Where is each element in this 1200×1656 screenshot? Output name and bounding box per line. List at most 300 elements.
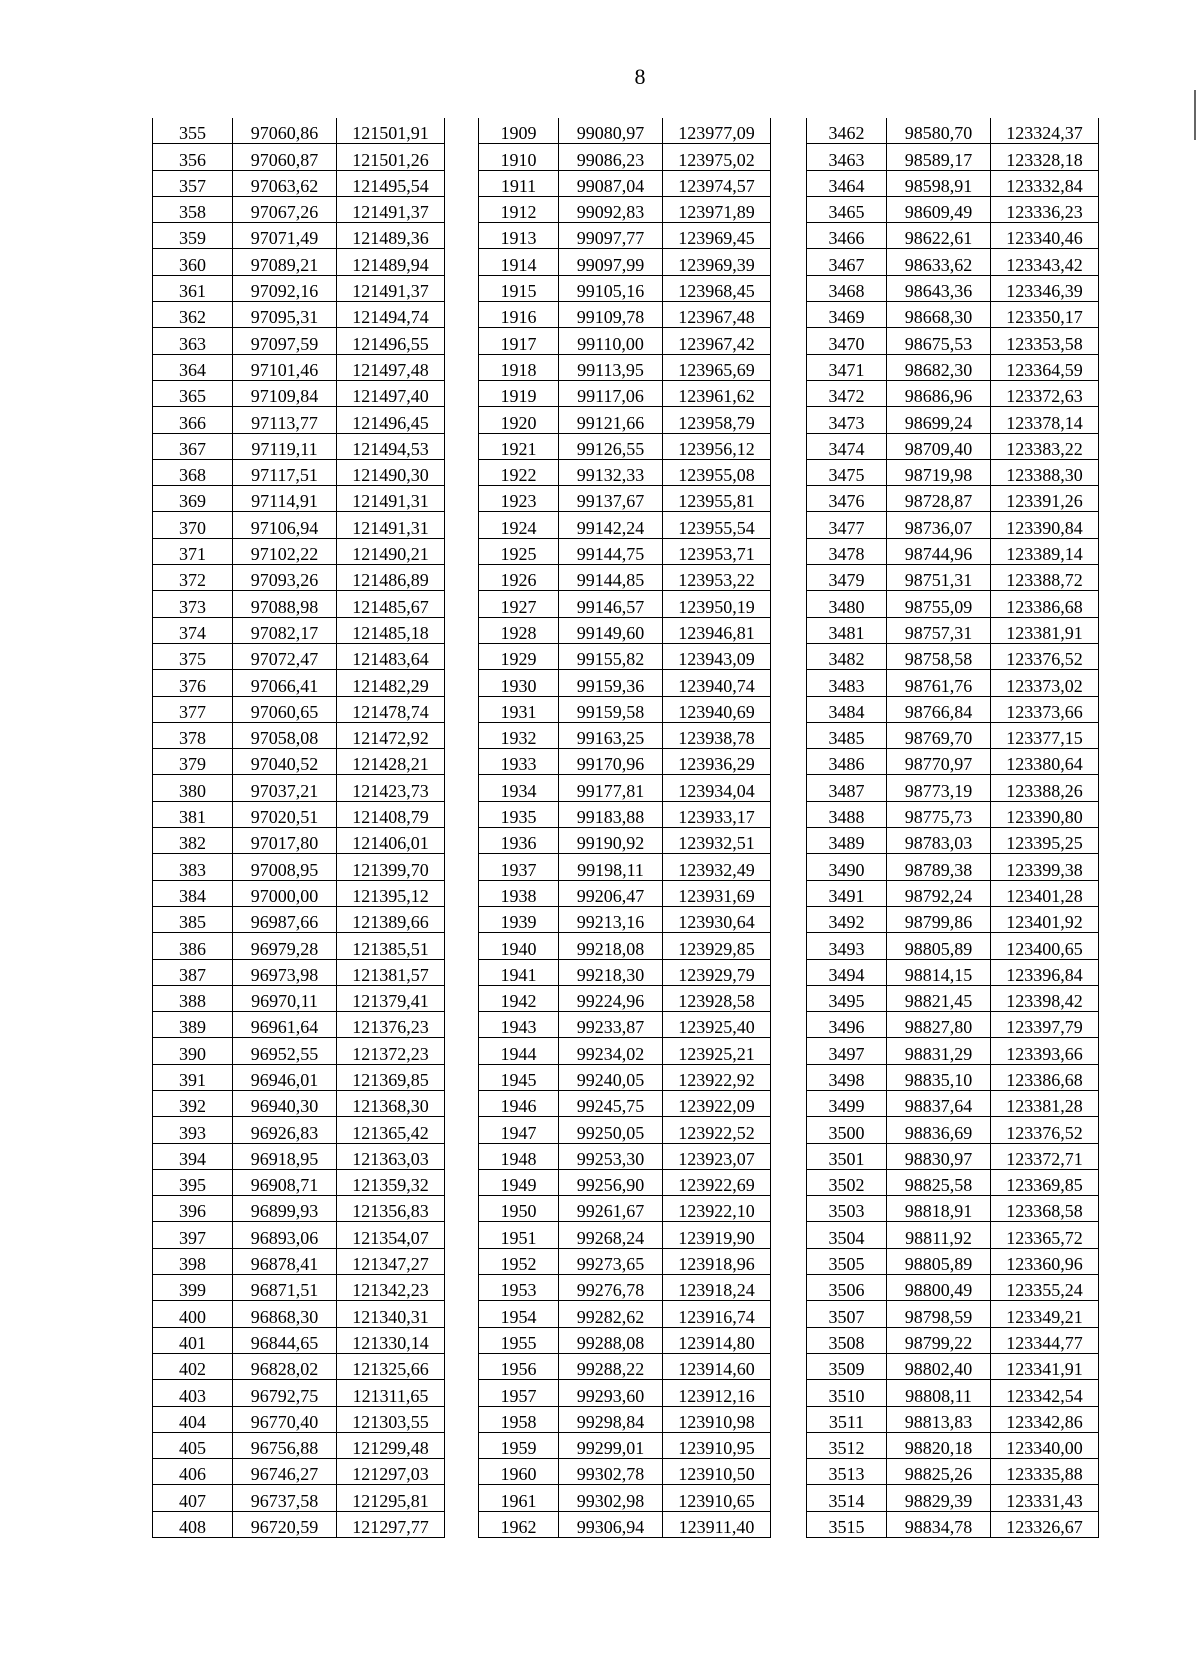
- x-coordinate-cell: 98751,31: [887, 565, 991, 591]
- point-number-cell: 1924: [479, 512, 559, 538]
- point-number-cell: 402: [153, 1353, 233, 1379]
- table-row: [153, 1485, 445, 1511]
- y-coordinate-cell: 121428,21: [337, 749, 445, 775]
- point-number-cell: 1950: [479, 1196, 559, 1222]
- x-coordinate-cell: 99240,05: [559, 1064, 663, 1090]
- y-coordinate-cell: 123928,58: [663, 985, 771, 1011]
- point-number-cell: 363: [153, 328, 233, 354]
- y-coordinate-cell: 121385,51: [337, 933, 445, 959]
- point-number-cell: 1931: [479, 696, 559, 722]
- point-number-cell: 3473: [807, 407, 887, 433]
- table-row: [153, 1406, 445, 1432]
- table-row: [479, 828, 771, 854]
- x-coordinate-cell: 97067,26: [233, 196, 337, 222]
- point-number-cell: 408: [153, 1511, 233, 1537]
- point-number-cell: 3513: [807, 1459, 887, 1485]
- y-coordinate-cell: 123918,96: [663, 1248, 771, 1274]
- point-number-cell: 364: [153, 354, 233, 380]
- x-coordinate-cell: 99132,33: [559, 459, 663, 485]
- point-number-cell: 391: [153, 1064, 233, 1090]
- x-coordinate-cell: 98811,92: [887, 1222, 991, 1248]
- table-row: [479, 1038, 771, 1064]
- point-number-cell: 3466: [807, 223, 887, 249]
- table-row: [807, 486, 1099, 512]
- point-number-cell: 3484: [807, 696, 887, 722]
- table-row: [807, 1432, 1099, 1458]
- table-row: [479, 1511, 771, 1537]
- y-coordinate-cell: 123386,68: [991, 1064, 1099, 1090]
- point-number-cell: 1953: [479, 1275, 559, 1301]
- x-coordinate-cell: 99183,88: [559, 801, 663, 827]
- point-number-cell: 390: [153, 1038, 233, 1064]
- x-coordinate-cell: 96756,88: [233, 1432, 337, 1458]
- y-coordinate-cell: 121399,70: [337, 854, 445, 880]
- x-coordinate-cell: 98773,19: [887, 775, 991, 801]
- table-row: [153, 906, 445, 932]
- x-coordinate-cell: 99159,58: [559, 696, 663, 722]
- table-row: [153, 749, 445, 775]
- x-coordinate-cell: 99144,75: [559, 538, 663, 564]
- y-coordinate-cell: 123968,45: [663, 275, 771, 301]
- y-coordinate-cell: 121482,29: [337, 670, 445, 696]
- y-coordinate-cell: 123390,84: [991, 512, 1099, 538]
- x-coordinate-cell: 96893,06: [233, 1222, 337, 1248]
- x-coordinate-cell: 98755,09: [887, 591, 991, 617]
- table-row: [153, 828, 445, 854]
- x-coordinate-cell: 98761,76: [887, 670, 991, 696]
- x-coordinate-cell: 96899,93: [233, 1196, 337, 1222]
- y-coordinate-cell: 123932,51: [663, 828, 771, 854]
- point-number-cell: 1928: [479, 617, 559, 643]
- x-coordinate-cell: 99268,24: [559, 1222, 663, 1248]
- y-coordinate-cell: 123969,45: [663, 223, 771, 249]
- x-coordinate-cell: 99224,96: [559, 985, 663, 1011]
- table-row: [479, 1222, 771, 1248]
- table-row: [153, 670, 445, 696]
- x-coordinate-cell: 96868,30: [233, 1301, 337, 1327]
- point-number-cell: 381: [153, 801, 233, 827]
- x-coordinate-cell: 97092,16: [233, 275, 337, 301]
- table-row: [479, 380, 771, 406]
- point-number-cell: 385: [153, 906, 233, 932]
- x-coordinate-cell: 99087,04: [559, 170, 663, 196]
- table-row: [153, 144, 445, 170]
- y-coordinate-cell: 123373,02: [991, 670, 1099, 696]
- y-coordinate-cell: 123380,64: [991, 749, 1099, 775]
- y-coordinate-cell: 123932,49: [663, 854, 771, 880]
- point-number-cell: 365: [153, 380, 233, 406]
- y-coordinate-cell: 121491,37: [337, 275, 445, 301]
- table-row: [479, 486, 771, 512]
- y-coordinate-cell: 121379,41: [337, 985, 445, 1011]
- table-row: [479, 749, 771, 775]
- point-number-cell: 3470: [807, 328, 887, 354]
- table-row: [153, 565, 445, 591]
- x-coordinate-cell: 98799,22: [887, 1327, 991, 1353]
- x-coordinate-cell: 97040,52: [233, 749, 337, 775]
- x-coordinate-cell: 97060,87: [233, 144, 337, 170]
- table-row: [807, 1301, 1099, 1327]
- y-coordinate-cell: 123393,66: [991, 1038, 1099, 1064]
- coordinate-table-1: [152, 118, 445, 1538]
- y-coordinate-cell: 121472,92: [337, 722, 445, 748]
- point-number-cell: 1918: [479, 354, 559, 380]
- y-coordinate-cell: 123381,28: [991, 1090, 1099, 1116]
- y-coordinate-cell: 121497,40: [337, 380, 445, 406]
- y-coordinate-cell: 121368,30: [337, 1090, 445, 1116]
- table-row: [479, 328, 771, 354]
- table-row: [153, 170, 445, 196]
- table-row: [807, 828, 1099, 854]
- point-number-cell: 1961: [479, 1485, 559, 1511]
- point-number-cell: 3476: [807, 486, 887, 512]
- point-number-cell: 3499: [807, 1090, 887, 1116]
- point-number-cell: 3502: [807, 1169, 887, 1195]
- table-row: [807, 512, 1099, 538]
- x-coordinate-cell: 96946,01: [233, 1064, 337, 1090]
- x-coordinate-cell: 99097,99: [559, 249, 663, 275]
- point-number-cell: 369: [153, 486, 233, 512]
- table-row: [153, 1248, 445, 1274]
- y-coordinate-cell: 123383,22: [991, 433, 1099, 459]
- table-row: [479, 354, 771, 380]
- y-coordinate-cell: 123353,58: [991, 328, 1099, 354]
- x-coordinate-cell: 96918,95: [233, 1143, 337, 1169]
- point-number-cell: 1917: [479, 328, 559, 354]
- point-number-cell: 396: [153, 1196, 233, 1222]
- table-row: [807, 775, 1099, 801]
- point-number-cell: 3486: [807, 749, 887, 775]
- y-coordinate-cell: 123911,40: [663, 1511, 771, 1537]
- y-coordinate-cell: 123388,30: [991, 459, 1099, 485]
- point-number-cell: 3497: [807, 1038, 887, 1064]
- table-row: [479, 1380, 771, 1406]
- x-coordinate-cell: 99299,01: [559, 1432, 663, 1458]
- y-coordinate-cell: 123919,90: [663, 1222, 771, 1248]
- x-coordinate-cell: 97101,46: [233, 354, 337, 380]
- y-coordinate-cell: 121478,74: [337, 696, 445, 722]
- y-coordinate-cell: 123381,91: [991, 617, 1099, 643]
- table-row: [807, 959, 1099, 985]
- x-coordinate-cell: 97088,98: [233, 591, 337, 617]
- y-coordinate-cell: 123925,21: [663, 1038, 771, 1064]
- y-coordinate-cell: 123397,79: [991, 1012, 1099, 1038]
- x-coordinate-cell: 98580,70: [887, 118, 991, 144]
- table-row: [807, 328, 1099, 354]
- point-number-cell: 3493: [807, 933, 887, 959]
- table-row: [807, 1275, 1099, 1301]
- y-coordinate-cell: 123376,52: [991, 1117, 1099, 1143]
- point-number-cell: 3500: [807, 1117, 887, 1143]
- point-number-cell: 399: [153, 1275, 233, 1301]
- x-coordinate-cell: 98668,30: [887, 302, 991, 328]
- table-row: [479, 1196, 771, 1222]
- x-coordinate-cell: 98825,26: [887, 1459, 991, 1485]
- table-row: [479, 1459, 771, 1485]
- x-coordinate-cell: 99149,60: [559, 617, 663, 643]
- x-coordinate-cell: 96970,11: [233, 985, 337, 1011]
- table-row: [807, 302, 1099, 328]
- x-coordinate-cell: 99253,30: [559, 1143, 663, 1169]
- table-row: [479, 880, 771, 906]
- y-coordinate-cell: 123943,09: [663, 643, 771, 669]
- table-row: [153, 1012, 445, 1038]
- table-row: [153, 118, 445, 144]
- y-coordinate-cell: 123346,39: [991, 275, 1099, 301]
- x-coordinate-cell: 96844,65: [233, 1327, 337, 1353]
- table-row: [807, 144, 1099, 170]
- y-coordinate-cell: 123324,37: [991, 118, 1099, 144]
- table-row: [153, 880, 445, 906]
- x-coordinate-cell: 96737,58: [233, 1485, 337, 1511]
- y-coordinate-cell: 121325,66: [337, 1353, 445, 1379]
- table-row: [479, 223, 771, 249]
- x-coordinate-cell: 97082,17: [233, 617, 337, 643]
- point-number-cell: 1957: [479, 1380, 559, 1406]
- y-coordinate-cell: 123938,78: [663, 722, 771, 748]
- x-coordinate-cell: 97058,08: [233, 722, 337, 748]
- point-number-cell: 3501: [807, 1143, 887, 1169]
- y-coordinate-cell: 123971,89: [663, 196, 771, 222]
- x-coordinate-cell: 96746,27: [233, 1459, 337, 1485]
- y-coordinate-cell: 121356,83: [337, 1196, 445, 1222]
- point-number-cell: 397: [153, 1222, 233, 1248]
- point-number-cell: 3514: [807, 1485, 887, 1511]
- point-number-cell: 3462: [807, 118, 887, 144]
- point-number-cell: 1913: [479, 223, 559, 249]
- table-row: [807, 565, 1099, 591]
- point-number-cell: 382: [153, 828, 233, 854]
- table-row: [153, 1301, 445, 1327]
- y-coordinate-cell: 121369,85: [337, 1064, 445, 1090]
- table-row: [807, 1459, 1099, 1485]
- point-number-cell: 1912: [479, 196, 559, 222]
- y-coordinate-cell: 123343,42: [991, 249, 1099, 275]
- x-coordinate-cell: 98808,11: [887, 1380, 991, 1406]
- point-number-cell: 3467: [807, 249, 887, 275]
- point-number-cell: 356: [153, 144, 233, 170]
- x-coordinate-cell: 97020,51: [233, 801, 337, 827]
- point-number-cell: 404: [153, 1406, 233, 1432]
- x-coordinate-cell: 97072,47: [233, 643, 337, 669]
- x-coordinate-cell: 97097,59: [233, 328, 337, 354]
- point-number-cell: 3503: [807, 1196, 887, 1222]
- y-coordinate-cell: 123953,22: [663, 565, 771, 591]
- x-coordinate-cell: 97008,95: [233, 854, 337, 880]
- x-coordinate-cell: 98821,45: [887, 985, 991, 1011]
- x-coordinate-cell: 98633,62: [887, 249, 991, 275]
- point-number-cell: 3472: [807, 380, 887, 406]
- table-row: [479, 170, 771, 196]
- y-coordinate-cell: 123388,72: [991, 565, 1099, 591]
- table-row: [807, 801, 1099, 827]
- table-row: [479, 1064, 771, 1090]
- table-row: [153, 933, 445, 959]
- y-coordinate-cell: 123934,04: [663, 775, 771, 801]
- x-coordinate-cell: 98818,91: [887, 1196, 991, 1222]
- table-row: [479, 565, 771, 591]
- x-coordinate-cell: 97066,41: [233, 670, 337, 696]
- y-coordinate-cell: 123399,38: [991, 854, 1099, 880]
- table-row: [479, 617, 771, 643]
- point-number-cell: 357: [153, 170, 233, 196]
- y-coordinate-cell: 121497,48: [337, 354, 445, 380]
- point-number-cell: 1935: [479, 801, 559, 827]
- table-row: [153, 775, 445, 801]
- table-row: [153, 1064, 445, 1090]
- y-coordinate-cell: 121340,31: [337, 1301, 445, 1327]
- y-coordinate-cell: 123373,66: [991, 696, 1099, 722]
- y-coordinate-cell: 123922,92: [663, 1064, 771, 1090]
- table-row: [479, 249, 771, 275]
- point-number-cell: 375: [153, 643, 233, 669]
- y-coordinate-cell: 123335,88: [991, 1459, 1099, 1485]
- table-row: [807, 459, 1099, 485]
- table-row: [479, 670, 771, 696]
- point-number-cell: 394: [153, 1143, 233, 1169]
- table-row: [479, 1432, 771, 1458]
- x-coordinate-cell: 98736,07: [887, 512, 991, 538]
- x-coordinate-cell: 97063,62: [233, 170, 337, 196]
- point-number-cell: 370: [153, 512, 233, 538]
- y-coordinate-cell: 121496,55: [337, 328, 445, 354]
- point-number-cell: 1951: [479, 1222, 559, 1248]
- x-coordinate-cell: 96770,40: [233, 1406, 337, 1432]
- y-coordinate-cell: 123364,59: [991, 354, 1099, 380]
- table-row: [479, 275, 771, 301]
- y-coordinate-cell: 121486,89: [337, 565, 445, 591]
- table-row: [153, 328, 445, 354]
- x-coordinate-cell: 98789,38: [887, 854, 991, 880]
- y-coordinate-cell: 123341,91: [991, 1353, 1099, 1379]
- table-row: [153, 1327, 445, 1353]
- x-coordinate-cell: 99121,66: [559, 407, 663, 433]
- y-coordinate-cell: 123342,86: [991, 1406, 1099, 1432]
- point-number-cell: 3504: [807, 1222, 887, 1248]
- x-coordinate-cell: 98622,61: [887, 223, 991, 249]
- x-coordinate-cell: 97109,84: [233, 380, 337, 406]
- x-coordinate-cell: 96878,41: [233, 1248, 337, 1274]
- x-coordinate-cell: 99233,87: [559, 1012, 663, 1038]
- point-number-cell: 3465: [807, 196, 887, 222]
- point-number-cell: 1960: [479, 1459, 559, 1485]
- y-coordinate-cell: 123916,74: [663, 1301, 771, 1327]
- y-coordinate-cell: 123342,54: [991, 1380, 1099, 1406]
- x-coordinate-cell: 99092,83: [559, 196, 663, 222]
- y-coordinate-cell: 123929,79: [663, 959, 771, 985]
- y-coordinate-cell: 121297,03: [337, 1459, 445, 1485]
- x-coordinate-cell: 99288,22: [559, 1353, 663, 1379]
- y-coordinate-cell: 123395,25: [991, 828, 1099, 854]
- y-coordinate-cell: 123930,64: [663, 906, 771, 932]
- table-row: [479, 696, 771, 722]
- table-row: [807, 223, 1099, 249]
- x-coordinate-cell: 99126,55: [559, 433, 663, 459]
- x-coordinate-cell: 99155,82: [559, 643, 663, 669]
- point-number-cell: 1933: [479, 749, 559, 775]
- point-number-cell: 3475: [807, 459, 887, 485]
- point-number-cell: 3471: [807, 354, 887, 380]
- y-coordinate-cell: 121381,57: [337, 959, 445, 985]
- y-coordinate-cell: 121297,77: [337, 1511, 445, 1537]
- point-number-cell: 3496: [807, 1012, 887, 1038]
- table-row: [807, 170, 1099, 196]
- x-coordinate-cell: 96987,66: [233, 906, 337, 932]
- table-row: [153, 538, 445, 564]
- y-coordinate-cell: 123940,74: [663, 670, 771, 696]
- table-row: [153, 1432, 445, 1458]
- y-coordinate-cell: 123910,50: [663, 1459, 771, 1485]
- y-coordinate-cell: 121485,67: [337, 591, 445, 617]
- y-coordinate-cell: 121365,42: [337, 1117, 445, 1143]
- x-coordinate-cell: 98825,58: [887, 1169, 991, 1195]
- x-coordinate-cell: 99302,78: [559, 1459, 663, 1485]
- table-row: [479, 433, 771, 459]
- point-number-cell: 1952: [479, 1248, 559, 1274]
- point-number-cell: 3468: [807, 275, 887, 301]
- y-coordinate-cell: 121347,27: [337, 1248, 445, 1274]
- table-row: [479, 959, 771, 985]
- table-row: [479, 933, 771, 959]
- x-coordinate-cell: 98800,49: [887, 1275, 991, 1301]
- point-number-cell: 1959: [479, 1432, 559, 1458]
- y-coordinate-cell: 123922,09: [663, 1090, 771, 1116]
- x-coordinate-cell: 98675,53: [887, 328, 991, 354]
- point-number-cell: 388: [153, 985, 233, 1011]
- y-coordinate-cell: 121354,07: [337, 1222, 445, 1248]
- point-number-cell: 392: [153, 1090, 233, 1116]
- table-row: [153, 512, 445, 538]
- y-coordinate-cell: 121490,30: [337, 459, 445, 485]
- point-number-cell: 3490: [807, 854, 887, 880]
- table-row: [153, 433, 445, 459]
- y-coordinate-cell: 121496,45: [337, 407, 445, 433]
- y-coordinate-cell: 123955,81: [663, 486, 771, 512]
- point-number-cell: 371: [153, 538, 233, 564]
- point-number-cell: 3488: [807, 801, 887, 827]
- x-coordinate-cell: 97089,21: [233, 249, 337, 275]
- x-coordinate-cell: 98802,40: [887, 1353, 991, 1379]
- point-number-cell: 3469: [807, 302, 887, 328]
- y-coordinate-cell: 123388,26: [991, 775, 1099, 801]
- table-row: [807, 591, 1099, 617]
- point-number-cell: 1934: [479, 775, 559, 801]
- x-coordinate-cell: 98766,84: [887, 696, 991, 722]
- y-coordinate-cell: 123922,10: [663, 1196, 771, 1222]
- table-row: [153, 959, 445, 985]
- point-number-cell: 1944: [479, 1038, 559, 1064]
- point-number-cell: 1941: [479, 959, 559, 985]
- point-number-cell: 1949: [479, 1169, 559, 1195]
- y-coordinate-cell: 121359,32: [337, 1169, 445, 1195]
- point-number-cell: 407: [153, 1485, 233, 1511]
- table-row: [807, 118, 1099, 144]
- table-row: [479, 144, 771, 170]
- y-coordinate-cell: 123326,67: [991, 1511, 1099, 1537]
- y-coordinate-cell: 121395,12: [337, 880, 445, 906]
- x-coordinate-cell: 99137,67: [559, 486, 663, 512]
- y-coordinate-cell: 121495,54: [337, 170, 445, 196]
- x-coordinate-cell: 98682,30: [887, 354, 991, 380]
- y-coordinate-cell: 121485,18: [337, 617, 445, 643]
- point-number-cell: 362: [153, 302, 233, 328]
- x-coordinate-cell: 99117,06: [559, 380, 663, 406]
- table-row: [807, 985, 1099, 1011]
- point-number-cell: 3487: [807, 775, 887, 801]
- point-number-cell: 1937: [479, 854, 559, 880]
- point-number-cell: 3515: [807, 1511, 887, 1537]
- table-row: [153, 1169, 445, 1195]
